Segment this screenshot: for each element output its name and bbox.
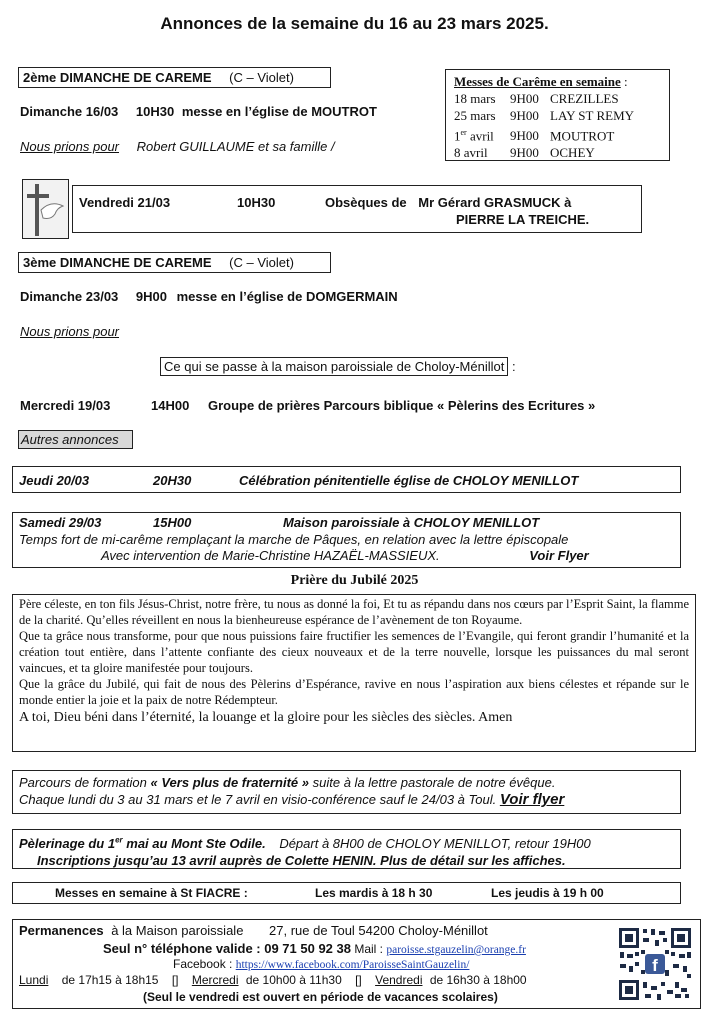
funeral-day: Vendredi 21/03	[79, 195, 171, 210]
sunday-title-1: 2ème DIMANCHE DE CAREME	[23, 70, 212, 85]
lent-row	[454, 124, 661, 144]
lent-row	[454, 107, 661, 124]
prayer-paragraph-1: Père céleste, en ton fils Jésus-Christ, notre frère, tu nous as donné la foi, Et tu as répandu dans nos cœurs par l’Esprit Saint, la flamme de la charité. Qu’elles réveillent en nous la bienheureuse espérance de l’avènement de ton Royaume.	[19, 597, 689, 627]
fiacre-label: Messes en semaine à St FIACRE :	[55, 886, 248, 900]
perm-facebook-link[interactable]: https://www.facebook.com/ParoisseSaintGauzelin/	[235, 959, 470, 971]
perm-separator: []	[355, 973, 362, 987]
funeral-box	[72, 185, 642, 233]
sunday-header-2	[18, 252, 331, 273]
pilgrimage-sup: er	[115, 836, 123, 845]
liturgical-color-1: (C – Violet)	[229, 70, 294, 85]
lent-date: 25 mars	[454, 108, 496, 123]
prayer-title: Prière du Jubilé 2025	[290, 573, 419, 588]
formation-label: Parcours de formation	[19, 775, 147, 790]
lent-place: CREZILLES	[550, 91, 619, 106]
perm-day-monday: Lundi	[19, 973, 49, 987]
perm-text: à la Maison paroissiale	[111, 923, 244, 938]
perm-day-friday: Vendredi	[375, 973, 423, 987]
funeral-label: Obsèques de	[325, 195, 407, 210]
house-title-colon: :	[511, 359, 516, 374]
other-announcements-label: Autres annonces	[18, 430, 133, 449]
fiacre-tuesday: Les mardis à 18 h 30	[315, 886, 433, 900]
mass-day-1: Dimanche 16/03	[20, 104, 119, 119]
lent-row	[454, 90, 661, 107]
pilgrimage-title: Pèlerinage du 1	[19, 836, 116, 852]
perm-hours-monday: de 17h15 à 18h15	[61, 973, 159, 987]
lent-time: 9H00	[510, 108, 539, 123]
lent-date-sup: er	[460, 128, 467, 137]
thursday-time: 20H30	[153, 473, 192, 488]
house-event	[20, 398, 595, 413]
house-event-time: 14H00	[151, 398, 190, 413]
lent-time: 9H00	[510, 91, 539, 106]
perm-separator: []	[171, 973, 179, 987]
house-event-text: Groupe de prières Parcours biblique « Pèlerins des Ecritures »	[208, 398, 596, 413]
lent-place: MOUTROT	[550, 128, 615, 144]
perm-note: (Seul le vendredi est ouvert en période de vacances scolaires)	[143, 990, 498, 1004]
pilgrimage-title-end: mai au Mont Ste Odile.	[122, 836, 266, 852]
house-title	[160, 357, 516, 376]
lent-date: 18 mars	[454, 91, 496, 106]
formation-desc: suite à la lettre pastorale de notre évêque.	[312, 775, 556, 790]
lent-title-colon: :	[624, 74, 628, 89]
lent-title-text: Messes de Carême en semaine	[454, 74, 621, 89]
perm-day-wednesday: Mercredi	[191, 973, 239, 987]
fiacre-thursday: Les jeudis à 19 h 00	[491, 886, 604, 900]
svg-text:f: f	[652, 956, 658, 975]
prayer-box	[12, 594, 696, 752]
perm-mail-label: Mail :	[354, 942, 383, 956]
prayer-paragraph-2: Que ta grâce nous transforme, pour que nous puissions faire fructifier les semences de l’Evangile, qui feront grandir l’humanité et la création tout entière, dans l’attente confiante des cieux nouveaux et de la terre nouvelle, lorsque les puissances du mal seront vaincues, et ta gloire manifestée pour toujours.	[19, 629, 689, 675]
pilgrimage-registration: Inscriptions jusqu’au 13 avril auprès de Colette HENIN. Plus de détail sur les affiches.	[37, 853, 566, 869]
fiacre-box	[12, 882, 681, 904]
lent-date: 1	[454, 128, 461, 144]
funeral-name: Mr Gérard GRASMUCK à	[418, 195, 572, 210]
lent-time: 9H00	[510, 145, 539, 161]
mass-day-2: Dimanche 23/03	[20, 289, 119, 304]
pray-label-2: Nous prions pour	[20, 324, 119, 339]
cross-dove-icon	[22, 179, 69, 239]
saturday-flyer: Voir Flyer	[529, 548, 589, 563]
formation-box	[12, 770, 681, 814]
funeral-place: PIERRE LA TREICHE.	[456, 212, 590, 227]
lent-masses-title	[454, 73, 661, 90]
lent-date: 8 avril	[454, 145, 488, 161]
formation-schedule: Chaque lundi du 3 au 31 mars et le 7 avril en visio-conférence sauf le 24/03 à Toul.	[19, 792, 497, 807]
perm-mail-link[interactable]: paroisse.stgauzelin@orange.fr	[386, 944, 526, 956]
prayer-paragraph-3: Que la grâce du Jubilé, qui fait de nous des Pèlerins d’Espérance, ravive en nous l’aspiration aux biens célestes et répande sur le monde entier la joie et la paix de notre Rédempteur.	[19, 677, 689, 707]
formation-flyer-link[interactable]: Voir flyer	[499, 791, 565, 808]
lent-row	[454, 144, 661, 161]
formation-title: « Vers plus de fraternité »	[150, 775, 310, 790]
saturday-place: Maison paroissiale à CHOLOY MENILLOT	[283, 515, 540, 530]
saturday-line2: Temps fort de mi-carême remplaçant la marche de Pâques, en relation avec la lettre épiscopale	[19, 531, 569, 547]
mass-line-1	[20, 104, 377, 119]
perm-hours-friday: de 16h30 à 18h00	[429, 973, 527, 987]
liturgical-color-2: (C – Violet)	[229, 255, 294, 270]
pray-label-1: Nous prions pour	[20, 139, 119, 154]
lent-time: 9H00	[510, 128, 539, 144]
mass-line-2	[20, 289, 398, 304]
pilgrimage-box	[12, 829, 681, 869]
thursday-box	[12, 466, 681, 493]
perm-facebook-label: Facebook :	[173, 957, 233, 971]
permanences-box	[12, 919, 701, 1009]
lent-place: OCHEY	[550, 145, 595, 161]
saturday-day: Samedi 29/03	[19, 515, 102, 530]
pilgrimage-departure: Départ à 8H00 de CHOLOY MENILLOT, retour 19H00	[279, 836, 591, 852]
mass-text-1: messe en l’église de MOUTROT	[181, 104, 377, 119]
mass-text-2: messe en l’église de DOMGERMAIN	[176, 289, 398, 304]
qr-code[interactable]	[617, 926, 693, 1002]
lent-masses-box	[445, 69, 670, 161]
mass-time-2: 9H00	[135, 289, 167, 304]
sunday-title-2: 3ème DIMANCHE DE CAREME	[23, 255, 212, 270]
lent-date-month: avril	[466, 128, 494, 144]
saturday-box	[12, 512, 681, 568]
house-title-text: Ce qui se passe à la maison paroissiale de Choloy-Ménillot	[160, 357, 508, 376]
page-title: Annonces de la semaine du 16 au 23 mars 2025.	[160, 14, 549, 33]
sunday-header-1	[18, 67, 331, 88]
thursday-text: Célébration pénitentielle église de CHOLOY MENILLOT	[239, 473, 579, 488]
thursday-day: Jeudi 20/03	[19, 473, 90, 488]
house-event-day: Mercredi 19/03	[20, 398, 111, 413]
pray-text-1: Robert GUILLAUME et sa famille /	[136, 139, 335, 154]
perm-address: 27, rue de Toul 54200 Choloy-Ménillot	[269, 923, 488, 938]
saturday-time: 15H00	[153, 515, 192, 530]
prayer-paragraph-4: A toi, Dieu béni dans l’éternité, la louange et la gloire pour les siècles des siècles. Amen	[19, 710, 513, 725]
perm-hours-wednesday: de 10h00 à 11h30	[245, 973, 342, 987]
prayer-intention-1	[20, 139, 335, 154]
funeral-time: 10H30	[237, 195, 276, 210]
lent-place: LAY ST REMY	[550, 108, 635, 123]
perm-label: Permanences	[19, 923, 104, 938]
saturday-line3: Avec intervention de Marie-Christine HAZAËL-MASSIEUX.	[101, 548, 440, 563]
perm-phone: Seul n° téléphone valide : 09 71 50 92 38	[103, 941, 351, 956]
mass-time-1: 10H30	[135, 104, 175, 119]
